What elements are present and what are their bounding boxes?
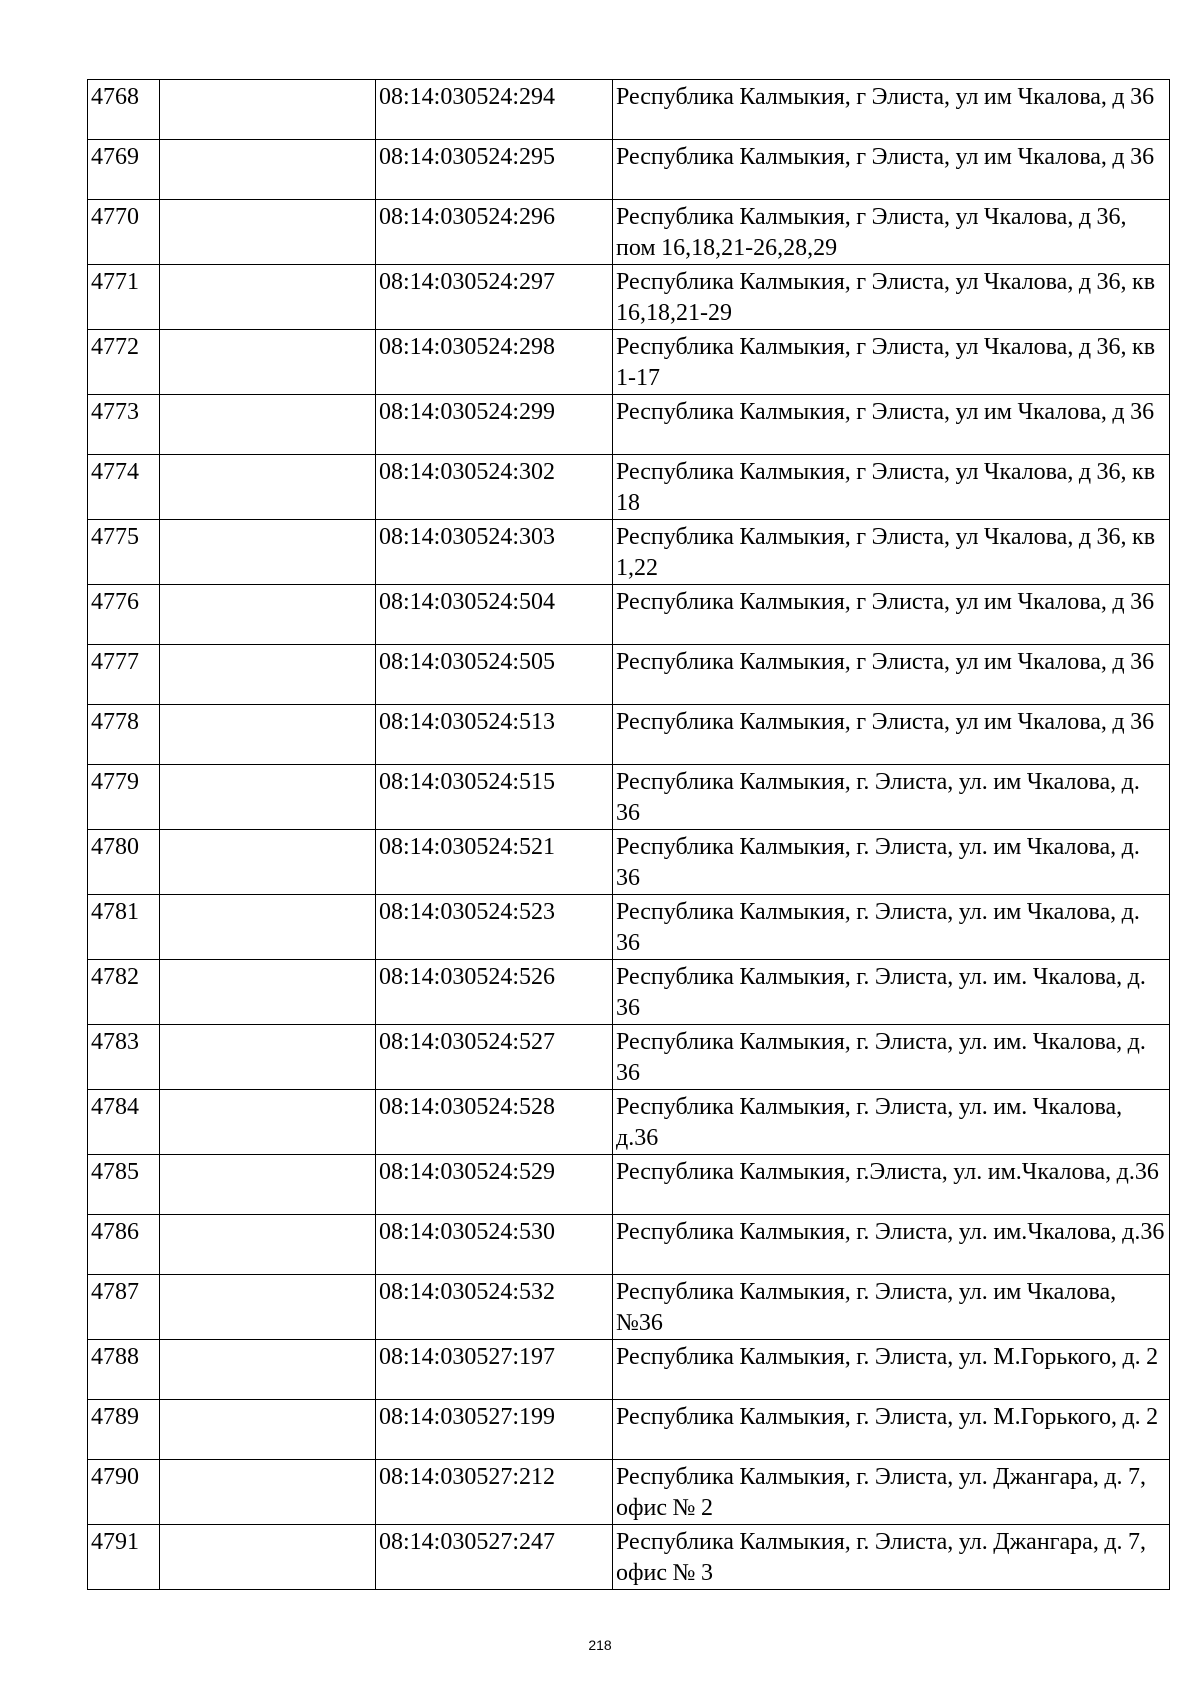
- cadastral-number-cell: 08:14:030524:303: [376, 520, 613, 585]
- cadastral-number-cell: 08:14:030524:513: [376, 705, 613, 765]
- address-cell: Республика Калмыкия, г Элиста, ул Чкалова, д 36, кв 1-17: [613, 330, 1170, 395]
- address-cell: Республика Калмыкия, г Элиста, ул Чкалова, д 36, кв 16,18,21-29: [613, 265, 1170, 330]
- table-row: [88, 140, 1170, 200]
- cadastral-number-cell: 08:14:030524:298: [376, 330, 613, 395]
- table-row: [88, 1025, 1170, 1090]
- address-cell: Республика Калмыкия, г. Элиста, ул. им Чкалова, д. 36: [613, 895, 1170, 960]
- cadastral-number-cell: 08:14:030524:521: [376, 830, 613, 895]
- row-empty-cell: [160, 645, 376, 705]
- address-cell: Республика Калмыкия, г. Элиста, ул. им Чкалова, д. 36: [613, 830, 1170, 895]
- address-cell: Республика Калмыкия, г. Элиста, ул. М.Горького, д. 2: [613, 1400, 1170, 1460]
- table-row: [88, 395, 1170, 455]
- address-cell: Республика Калмыкия, г Элиста, ул Чкалова, д 36, кв 18: [613, 455, 1170, 520]
- cadastral-number-cell: 08:14:030527:199: [376, 1400, 613, 1460]
- address-cell: Республика Калмыкия, г Элиста, ул им Чкалова, д 36: [613, 80, 1170, 140]
- address-cell: Республика Калмыкия, г Элиста, ул им Чкалова, д 36: [613, 140, 1170, 200]
- address-cell: Республика Калмыкия, г Элиста, ул им Чкалова, д 36: [613, 645, 1170, 705]
- table-row: [88, 1275, 1170, 1340]
- cadastral-number-cell: 08:14:030524:527: [376, 1025, 613, 1090]
- cadastral-number-cell: 08:14:030527:197: [376, 1340, 613, 1400]
- row-empty-cell: [160, 520, 376, 585]
- table-row: [88, 520, 1170, 585]
- row-number-cell: 4779: [88, 765, 160, 830]
- address-cell: Республика Калмыкия, г. Элиста, ул. им Чкалова, №36: [613, 1275, 1170, 1340]
- cadastral-number-cell: 08:14:030524:532: [376, 1275, 613, 1340]
- row-empty-cell: [160, 1090, 376, 1155]
- row-number-cell: 4774: [88, 455, 160, 520]
- table-row: [88, 80, 1170, 140]
- row-number-cell: 4787: [88, 1275, 160, 1340]
- row-number-cell: 4768: [88, 80, 160, 140]
- cadastral-number-cell: 08:14:030527:212: [376, 1460, 613, 1525]
- page-number: 218: [588, 1637, 612, 1653]
- row-empty-cell: [160, 1155, 376, 1215]
- row-number-cell: 4777: [88, 645, 160, 705]
- row-number-cell: 4783: [88, 1025, 160, 1090]
- table-row: [88, 455, 1170, 520]
- row-number-cell: 4782: [88, 960, 160, 1025]
- row-empty-cell: [160, 395, 376, 455]
- row-empty-cell: [160, 1525, 376, 1590]
- table-row: [88, 1090, 1170, 1155]
- row-empty-cell: [160, 200, 376, 265]
- row-empty-cell: [160, 455, 376, 520]
- row-number-cell: 4789: [88, 1400, 160, 1460]
- cadastral-number-cell: 08:14:030524:515: [376, 765, 613, 830]
- row-empty-cell: [160, 960, 376, 1025]
- address-cell: Республика Калмыкия, г Элиста, ул им Чкалова, д 36: [613, 705, 1170, 765]
- cadastral-number-cell: 08:14:030527:247: [376, 1525, 613, 1590]
- cadastral-number-cell: 08:14:030524:294: [376, 80, 613, 140]
- table-row: [88, 960, 1170, 1025]
- row-number-cell: 4784: [88, 1090, 160, 1155]
- table-row: [88, 645, 1170, 705]
- address-cell: Республика Калмыкия, г.Элиста, ул. им.Чкалова, д.36: [613, 1155, 1170, 1215]
- address-cell: Республика Калмыкия, г. Элиста, ул. им. Чкалова, д. 36: [613, 960, 1170, 1025]
- table-row: [88, 830, 1170, 895]
- table-row: [88, 1340, 1170, 1400]
- row-number-cell: 4773: [88, 395, 160, 455]
- row-empty-cell: [160, 80, 376, 140]
- cadastral-number-cell: 08:14:030524:529: [376, 1155, 613, 1215]
- row-empty-cell: [160, 765, 376, 830]
- address-cell: Республика Калмыкия, г Элиста, ул им Чкалова, д 36: [613, 395, 1170, 455]
- address-cell: Республика Калмыкия, г. Элиста, ул. им.Чкалова, д.36: [613, 1215, 1170, 1275]
- table-row: [88, 200, 1170, 265]
- row-empty-cell: [160, 1275, 376, 1340]
- address-cell: Республика Калмыкия, г. Элиста, ул. Джангара, д. 7, офис № 2: [613, 1460, 1170, 1525]
- row-number-cell: 4786: [88, 1215, 160, 1275]
- row-empty-cell: [160, 895, 376, 960]
- row-number-cell: 4780: [88, 830, 160, 895]
- table-row: [88, 330, 1170, 395]
- registry-table: [87, 79, 1170, 1590]
- row-empty-cell: [160, 1215, 376, 1275]
- row-number-cell: 4771: [88, 265, 160, 330]
- table-row: [88, 1525, 1170, 1590]
- table-row: [88, 265, 1170, 330]
- table-row: [88, 585, 1170, 645]
- table-row: [88, 1400, 1170, 1460]
- table-row: [88, 1460, 1170, 1525]
- row-number-cell: 4790: [88, 1460, 160, 1525]
- row-empty-cell: [160, 705, 376, 765]
- cadastral-number-cell: 08:14:030524:302: [376, 455, 613, 520]
- cadastral-number-cell: 08:14:030524:526: [376, 960, 613, 1025]
- cadastral-number-cell: 08:14:030524:296: [376, 200, 613, 265]
- address-cell: Республика Калмыкия, г. Элиста, ул. Джангара, д. 7, офис № 3: [613, 1525, 1170, 1590]
- row-number-cell: 4775: [88, 520, 160, 585]
- row-empty-cell: [160, 330, 376, 395]
- table-row: [88, 895, 1170, 960]
- cadastral-number-cell: 08:14:030524:505: [376, 645, 613, 705]
- row-empty-cell: [160, 1460, 376, 1525]
- cadastral-number-cell: 08:14:030524:528: [376, 1090, 613, 1155]
- address-cell: Республика Калмыкия, г. Элиста, ул. М.Горького, д. 2: [613, 1340, 1170, 1400]
- address-cell: Республика Калмыкия, г. Элиста, ул. им. Чкалова, д.36: [613, 1090, 1170, 1155]
- cadastral-number-cell: 08:14:030524:523: [376, 895, 613, 960]
- row-number-cell: 4791: [88, 1525, 160, 1590]
- table-row: [88, 1155, 1170, 1215]
- cadastral-number-cell: 08:14:030524:297: [376, 265, 613, 330]
- row-empty-cell: [160, 140, 376, 200]
- row-number-cell: 4770: [88, 200, 160, 265]
- row-number-cell: 4778: [88, 705, 160, 765]
- row-empty-cell: [160, 830, 376, 895]
- row-empty-cell: [160, 1340, 376, 1400]
- row-number-cell: 4776: [88, 585, 160, 645]
- table-row: [88, 1215, 1170, 1275]
- row-number-cell: 4769: [88, 140, 160, 200]
- row-empty-cell: [160, 1400, 376, 1460]
- address-cell: Республика Калмыкия, г Элиста, ул Чкалова, д 36, пом 16,18,21-26,28,29: [613, 200, 1170, 265]
- row-number-cell: 4785: [88, 1155, 160, 1215]
- cadastral-number-cell: 08:14:030524:299: [376, 395, 613, 455]
- row-number-cell: 4788: [88, 1340, 160, 1400]
- row-empty-cell: [160, 585, 376, 645]
- table-body: [88, 80, 1170, 1590]
- address-cell: Республика Калмыкия, г Элиста, ул Чкалова, д 36, кв 1,22: [613, 520, 1170, 585]
- table-row: [88, 705, 1170, 765]
- table-row: [88, 765, 1170, 830]
- address-cell: Республика Калмыкия, г. Элиста, ул. им Чкалова, д. 36: [613, 765, 1170, 830]
- row-number-cell: 4781: [88, 895, 160, 960]
- cadastral-number-cell: 08:14:030524:295: [376, 140, 613, 200]
- address-cell: Республика Калмыкия, г. Элиста, ул. им. Чкалова, д. 36: [613, 1025, 1170, 1090]
- row-empty-cell: [160, 265, 376, 330]
- cadastral-number-cell: 08:14:030524:504: [376, 585, 613, 645]
- cadastral-number-cell: 08:14:030524:530: [376, 1215, 613, 1275]
- row-number-cell: 4772: [88, 330, 160, 395]
- row-empty-cell: [160, 1025, 376, 1090]
- address-cell: Республика Калмыкия, г Элиста, ул им Чкалова, д 36: [613, 585, 1170, 645]
